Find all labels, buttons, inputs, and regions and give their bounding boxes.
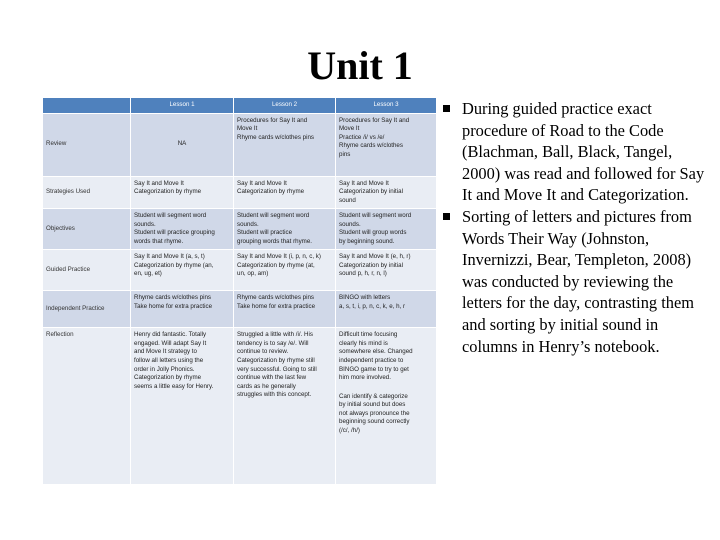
cell-line: engaged. Will adapt Say It [134, 339, 207, 347]
cell-line: Student will segment word [339, 212, 412, 220]
table-cell [335, 327, 436, 484]
lesson-table [42, 97, 436, 484]
row-label: Objectives [42, 208, 130, 249]
table-cell [130, 176, 233, 209]
note-text: Sorting of letters and pictures from Words Their Way (Johnston, Invernizzi, Bear, Templeton, 2008) was conducted by reviewing the letters for the day, contrasting them and sorting by initial sound in columns in Henry’s notebook. [462, 206, 694, 356]
row-label: Reflection [42, 327, 130, 484]
cell-line: Rhyme cards w/clothes pins [237, 294, 315, 302]
cell-line: Say It and Move It (i, p, n, c, k) [237, 253, 321, 261]
table-cell [335, 249, 436, 290]
cell-line: Difficult time focusing [339, 331, 398, 339]
cell-line: order in Jolly Phonics. [134, 365, 195, 373]
cell-line: sounds. [237, 220, 259, 228]
table-cell [335, 290, 436, 327]
slide-title: Unit 1 [307, 43, 413, 88]
table-row [42, 113, 436, 176]
cell-line: Henry did fantastic. Totally [134, 331, 207, 339]
table-cell [130, 327, 233, 484]
cell-line: Categorization by rhyme [237, 188, 305, 196]
table-row [42, 176, 436, 209]
table-cell [233, 208, 335, 249]
cell-line: Rhyme cards w/clothes [339, 142, 403, 150]
cell-line: Student will segment word [134, 212, 207, 220]
cell-line: by beginning sound. [339, 237, 395, 245]
cell-line: sounds. [339, 220, 361, 228]
cell-line: Student will practice grouping [134, 229, 215, 237]
cell-line: struggles with this concept. [237, 391, 312, 399]
cell-line: Take home for extra practice [237, 302, 316, 310]
table-cell [233, 290, 335, 327]
row-label: Strategies Used [42, 176, 130, 209]
cell-line: continue with the last few [237, 374, 307, 382]
cell-line: Procedures for Say It and [237, 116, 308, 124]
cell-line: en, ug, et) [134, 270, 162, 278]
header-lesson-2: Lesson 2 [233, 97, 335, 113]
table-cell [335, 113, 436, 176]
row-label: Review [42, 113, 130, 176]
table-cell [335, 176, 436, 209]
cell-line: Say It and Move It [339, 179, 389, 187]
cell-line: BINGO with letters [339, 294, 391, 302]
cell-line: Struggled a little with /i/. His [237, 331, 313, 339]
cell-line: somewhere else. Changed [339, 348, 413, 356]
cell-line: him more involved. [339, 374, 391, 382]
cell-line: Move It [339, 125, 360, 133]
cell-line: follow all letters using the [134, 357, 204, 365]
table-cell [233, 113, 335, 176]
cell-line: Categorization by initial [339, 261, 403, 269]
note-item [441, 98, 713, 206]
table-cell [233, 249, 335, 290]
header-corner [42, 97, 130, 113]
cell-line: sound p, h, r, n, l) [339, 270, 387, 278]
cell-line [339, 383, 433, 393]
header-lesson-3: Lesson 3 [335, 97, 436, 113]
cell-line: sounds. [134, 220, 156, 228]
cell-line: Can identify & categorize [339, 392, 408, 400]
cell-line: independent practice to [339, 357, 404, 365]
table-header-row [42, 97, 436, 113]
cell-line: and Move It strategy to [134, 348, 197, 356]
cell-line: Student will group words [339, 229, 407, 237]
cell-line: Student will practice [237, 229, 293, 237]
cell-line: clearly his mind is [339, 339, 388, 347]
table-cell [130, 208, 233, 249]
cell-line: Say It and Move It [237, 179, 287, 187]
header-lesson-1: Lesson 1 [130, 97, 233, 113]
cell-line: un, op, am) [237, 270, 269, 278]
cell-line: Procedures for Say It and [339, 116, 410, 124]
cell-line: Practice /i/ vs /e/ [339, 133, 385, 141]
table-cell [130, 113, 233, 176]
cell-line: BINGO game to try to get [339, 365, 409, 373]
cell-line: words that rhyme. [134, 237, 184, 245]
cell-line: Student will segment word [237, 212, 310, 220]
cell-line: sound [339, 196, 356, 204]
cell-line: by initial sound but does [339, 401, 406, 409]
cell-line: Move It [237, 125, 258, 133]
table-row [42, 208, 436, 249]
cell-line: Categorization by rhyme (at, [237, 261, 315, 269]
cell-line: tendency is to say /e/. Will [237, 339, 309, 347]
table-cell [335, 208, 436, 249]
table-row [42, 290, 436, 327]
cell-line: Categorization by rhyme (an, [134, 261, 214, 269]
cell-line: Say It and Move It (e, h, r) [339, 253, 411, 261]
cell-line: very successful. Going to still [237, 365, 317, 373]
cell-line: a, s, t, i, p, n, c, k, e, h, r [339, 302, 406, 310]
row-label: Independent Practice [42, 290, 130, 327]
row-label: Guided Practice [42, 249, 130, 290]
cell-line: Rhyme cards w/clothes pins [134, 294, 212, 302]
table-cell [233, 176, 335, 209]
table-cell [130, 290, 233, 327]
table-cell [233, 327, 335, 484]
table-row [42, 249, 436, 290]
cell-line: Say It and Move It (a, s, t) [134, 253, 205, 261]
square-bullet-icon [443, 105, 450, 112]
cell-line: Take home for extra practice [134, 302, 213, 310]
cell-line: Say It and Move It [134, 179, 184, 187]
cell-line: pins [339, 150, 351, 158]
cell-line: grouping words that rhyme. [237, 237, 312, 245]
square-bullet-icon [443, 213, 450, 220]
cell-line: beginning sound correctly [339, 418, 410, 426]
cell-line: cards as he generally [237, 382, 296, 390]
cell-line: seems a little easy for Henry. [134, 382, 214, 390]
cell-line: (/c/, /h/) [339, 426, 360, 434]
cell-line: Categorization by rhyme [134, 374, 202, 382]
note-item [441, 206, 713, 357]
cell-line: Rhyme cards w/clothes pins [237, 133, 315, 141]
table-row [42, 327, 436, 484]
cell-line: Categorization by rhyme still [237, 357, 315, 365]
cell-line: Categorization by initial [339, 188, 403, 196]
cell-line: continue to review. [237, 348, 289, 356]
cell-line: not always pronounce the [339, 409, 410, 417]
table-cell [130, 249, 233, 290]
cell-line: Categorization by rhyme [134, 188, 202, 196]
note-text: During guided practice exact procedure of Road to the Code (Blachman, Ball, Black, Tangel, 2000) was read and followed for Say It and Move It and Categorization. [462, 99, 705, 205]
notes-list [441, 98, 713, 357]
cell-line: NA [177, 140, 187, 148]
